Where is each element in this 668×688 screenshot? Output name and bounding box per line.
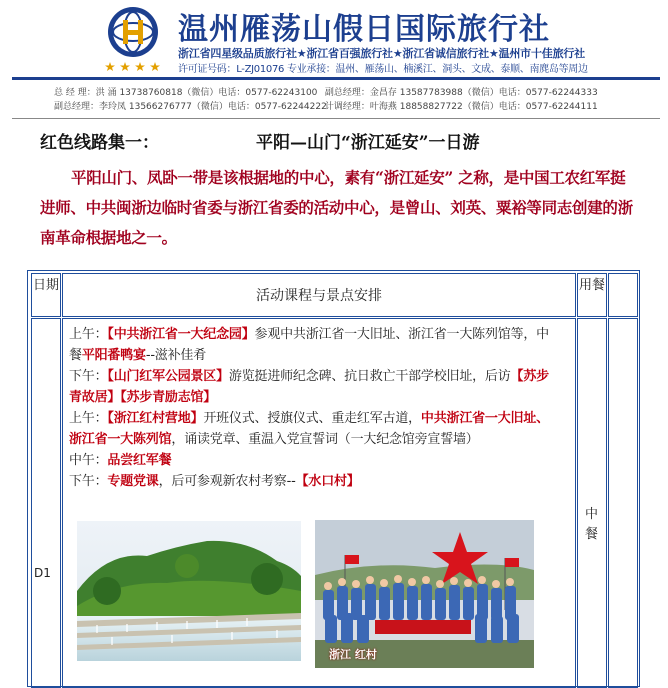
contact-deputy-manager-2: 副总经理：李玲凤 13566276777（微信）电话：0577-62244222 [54, 102, 327, 112]
agency-name: 温州雁荡山假日国际旅行社 [178, 12, 550, 47]
activity-desc: ，诵读党章、重温入党宣誓词（一大纪念馆旁宣誓墙） [171, 432, 479, 447]
agency-license: 许可证号码：L-ZJ01076 专业承接：温州、雁荡山、楠溪江、洞头、文成、泰顺、南麂岛等周边 [178, 64, 588, 75]
contact-deputy-manager: 副总经理：金昌存 13587783988（微信）电话：0577-62244333 [324, 88, 598, 98]
row-meal-cell [577, 318, 607, 688]
time-label: 上午： [69, 411, 108, 426]
photo-caption: 浙江 红村 [329, 648, 377, 661]
route-intro: 平阳山门、凤卧一带是该根据地的中心，素有“浙江延安” 之称，是中国工农红军挺进师、中共闽浙边临时省委与浙江省委的活动中心，是曾山、刘英、粟裕等同志创建的浙南革命根据地之一。 [40, 168, 633, 247]
red-village-group-photo [315, 520, 534, 668]
row-day-cell [31, 318, 61, 688]
meal-label: 中餐 [585, 507, 599, 542]
contact-row [54, 86, 598, 100]
header-activity: 活动课程与景点安排 [62, 273, 576, 317]
meal-name: 平阳番鸭宴 [81, 348, 146, 363]
group-banner [375, 620, 471, 634]
schedule-item-morning-2 [69, 408, 549, 450]
site-name: 【山门红军公园景区】 [107, 369, 229, 384]
site-name: 中共浙江省一大旧址、浙江省一大陈列馆 [69, 411, 549, 447]
time-label: 下午： [69, 369, 108, 384]
header-extra [608, 273, 638, 317]
lecture-name: 专题党课 [107, 474, 159, 489]
globe-h-logo-icon [101, 4, 165, 74]
meal-name: 品尝红军餐 [107, 453, 172, 468]
activity-desc: 游览挺进师纪念碑、抗日救亡干部学校旧址，后访 [228, 369, 511, 384]
header-day: 日期 [31, 273, 61, 317]
schedule-item-morning [69, 324, 549, 366]
header-divider [12, 77, 660, 80]
site-name: 【水口村】 [295, 474, 360, 489]
row-extra-cell [608, 318, 638, 688]
site-name: 【苏步青故居】【苏步青励志馆】 [69, 369, 549, 405]
activity-desc: 开班仪式、授旗仪式、重走红军古道， [203, 411, 421, 426]
waterfall-photo [77, 521, 301, 661]
agency-honors: 浙江省四星级品质旅行社★浙江省百强旅行社★浙江省诚信旅行社★温州市十佳旅行社 [178, 47, 585, 60]
site-name: 【中共浙江省一大纪念园】 [107, 327, 255, 342]
contact-general-manager: 总 经 理：洪 涌 13738760818（微信）电话：0577-62243100 [54, 88, 318, 98]
activity-desc: 参观中共浙江省一大旧址、浙江省一大陈列馆等，中餐 [69, 327, 549, 363]
contact-row [54, 100, 598, 114]
contact-divider [12, 118, 660, 119]
agency-logo [101, 4, 165, 74]
schedule-item-afternoon [69, 366, 549, 408]
site-name: 【浙江红村营地】 [107, 411, 204, 426]
time-label: 下午： [69, 474, 108, 489]
activity-desc: ，后可参观新农村考察-- [158, 474, 296, 489]
route-series-label: 红色线路集一： [40, 133, 159, 153]
schedule-item-afternoon-2 [69, 471, 549, 492]
route-title: 平阳—山门“浙江延安”一日游 [256, 133, 480, 153]
day-label: D1 [34, 566, 51, 580]
contact-planning-manager: 计调经理：叶海燕 18858827722（微信）电话：0577-62244111 [324, 102, 598, 112]
time-label: 上午： [69, 327, 108, 342]
schedule-text [69, 324, 549, 492]
schedule-item-noon [69, 450, 549, 471]
time-label: 中午： [69, 453, 108, 468]
header-meal: 用餐 [577, 273, 607, 317]
meal-desc: --滋补佳肴 [145, 348, 207, 363]
contact-block [54, 86, 598, 114]
